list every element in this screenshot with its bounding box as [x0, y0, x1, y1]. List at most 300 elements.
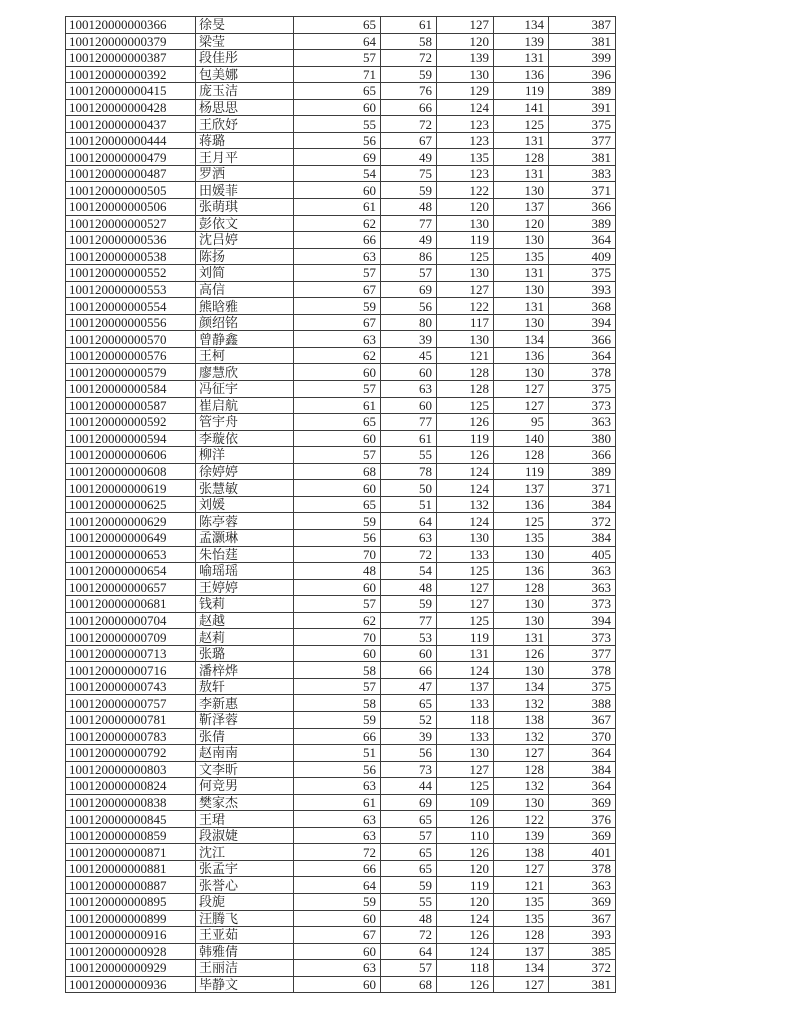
candidate-id-cell: 100120000000379	[66, 33, 196, 50]
table-row	[66, 960, 616, 977]
score-3-cell: 124	[437, 910, 494, 927]
name-cell: 李璇依	[196, 430, 294, 447]
score-1-cell: 56	[294, 529, 381, 546]
name-cell: 彭依文	[196, 215, 294, 232]
score-2-cell: 65	[381, 811, 437, 828]
candidate-id-cell: 100120000000552	[66, 265, 196, 282]
name-cell: 罗洒	[196, 165, 294, 182]
candidate-id-cell: 100120000000713	[66, 645, 196, 662]
score-1-cell: 65	[294, 83, 381, 100]
score-1-cell: 68	[294, 463, 381, 480]
score-2-cell: 60	[381, 397, 437, 414]
score-2-cell: 55	[381, 447, 437, 464]
table-row	[66, 910, 616, 927]
score-4-cell: 131	[494, 132, 549, 149]
name-cell: 张慧敏	[196, 480, 294, 497]
score-1-cell: 63	[294, 811, 381, 828]
score-2-cell: 50	[381, 480, 437, 497]
score-4-cell: 132	[494, 778, 549, 795]
candidate-id-cell: 100120000000824	[66, 778, 196, 795]
score-3-cell: 118	[437, 960, 494, 977]
score-1-cell: 58	[294, 662, 381, 679]
score-1-cell: 60	[294, 976, 381, 993]
table-row	[66, 794, 616, 811]
score-2-cell: 63	[381, 381, 437, 398]
name-cell: 陈亭蓉	[196, 513, 294, 530]
candidate-id-cell: 100120000000709	[66, 629, 196, 646]
name-cell: 张孟宇	[196, 860, 294, 877]
score-1-cell: 57	[294, 596, 381, 613]
name-cell: 敖轩	[196, 678, 294, 695]
candidate-id-cell: 100120000000792	[66, 745, 196, 762]
candidate-id-cell: 100120000000553	[66, 281, 196, 298]
score-4-cell: 139	[494, 827, 549, 844]
name-cell: 管宇舟	[196, 414, 294, 431]
score-2-cell: 49	[381, 232, 437, 249]
score-1-cell: 60	[294, 910, 381, 927]
score-3-cell: 137	[437, 678, 494, 695]
candidate-id-cell: 100120000000579	[66, 364, 196, 381]
candidate-id-cell: 100120000000845	[66, 811, 196, 828]
table-row	[66, 298, 616, 315]
total-score-cell: 367	[549, 711, 616, 728]
score-4-cell: 137	[494, 199, 549, 216]
candidate-id-cell: 100120000000629	[66, 513, 196, 530]
score-4-cell: 136	[494, 496, 549, 513]
score-4-cell: 130	[494, 364, 549, 381]
score-1-cell: 63	[294, 827, 381, 844]
name-cell: 沈江	[196, 844, 294, 861]
score-1-cell: 60	[294, 99, 381, 116]
score-4-cell: 127	[494, 976, 549, 993]
score-3-cell: 110	[437, 827, 494, 844]
total-score-cell: 363	[549, 414, 616, 431]
score-3-cell: 124	[437, 513, 494, 530]
score-3-cell: 125	[437, 397, 494, 414]
score-1-cell: 72	[294, 844, 381, 861]
name-cell: 王欣妤	[196, 116, 294, 133]
name-cell: 王丽洁	[196, 960, 294, 977]
candidate-id-cell: 100120000000592	[66, 414, 196, 431]
total-score-cell: 367	[549, 910, 616, 927]
candidate-id-cell: 100120000000743	[66, 678, 196, 695]
score-1-cell: 65	[294, 414, 381, 431]
score-4-cell: 132	[494, 728, 549, 745]
score-4-cell: 120	[494, 215, 549, 232]
candidate-id-cell: 100120000000538	[66, 248, 196, 265]
table-row	[66, 116, 616, 133]
score-3-cell: 130	[437, 745, 494, 762]
total-score-cell: 391	[549, 99, 616, 116]
score-4-cell: 130	[494, 546, 549, 563]
score-1-cell: 67	[294, 927, 381, 944]
score-2-cell: 55	[381, 893, 437, 910]
score-3-cell: 120	[437, 860, 494, 877]
candidate-id-cell: 100120000000649	[66, 529, 196, 546]
score-2-cell: 59	[381, 182, 437, 199]
candidate-id-cell: 100120000000536	[66, 232, 196, 249]
score-3-cell: 109	[437, 794, 494, 811]
name-cell: 张誉心	[196, 877, 294, 894]
total-score-cell: 364	[549, 778, 616, 795]
total-score-cell: 380	[549, 430, 616, 447]
total-score-cell: 409	[549, 248, 616, 265]
table-row	[66, 761, 616, 778]
score-3-cell: 133	[437, 728, 494, 745]
candidate-id-cell: 100120000000928	[66, 943, 196, 960]
score-3-cell: 124	[437, 943, 494, 960]
score-2-cell: 61	[381, 17, 437, 34]
table-row	[66, 66, 616, 83]
name-cell: 杨思思	[196, 99, 294, 116]
name-cell: 冯征宇	[196, 381, 294, 398]
name-cell: 赵南南	[196, 745, 294, 762]
score-1-cell: 48	[294, 563, 381, 580]
table-row	[66, 17, 616, 34]
score-4-cell: 121	[494, 877, 549, 894]
score-3-cell: 135	[437, 149, 494, 166]
score-1-cell: 70	[294, 546, 381, 563]
total-score-cell: 368	[549, 298, 616, 315]
score-1-cell: 66	[294, 860, 381, 877]
score-2-cell: 72	[381, 50, 437, 67]
total-score-cell: 369	[549, 893, 616, 910]
score-1-cell: 70	[294, 629, 381, 646]
table-row	[66, 860, 616, 877]
score-3-cell: 127	[437, 17, 494, 34]
score-2-cell: 78	[381, 463, 437, 480]
total-score-cell: 373	[549, 629, 616, 646]
name-cell: 文李昕	[196, 761, 294, 778]
score-1-cell: 60	[294, 943, 381, 960]
name-cell: 曾静鑫	[196, 331, 294, 348]
name-cell: 何竞男	[196, 778, 294, 795]
score-1-cell: 57	[294, 265, 381, 282]
total-score-cell: 371	[549, 182, 616, 199]
score-4-cell: 122	[494, 811, 549, 828]
score-4-cell: 137	[494, 943, 549, 960]
score-4-cell: 125	[494, 513, 549, 530]
candidate-id-cell: 100120000000625	[66, 496, 196, 513]
score-4-cell: 130	[494, 662, 549, 679]
name-cell: 徐婷婷	[196, 463, 294, 480]
score-3-cell: 117	[437, 314, 494, 331]
total-score-cell: 378	[549, 860, 616, 877]
score-4-cell: 130	[494, 314, 549, 331]
candidate-id-cell: 100120000000366	[66, 17, 196, 34]
score-3-cell: 125	[437, 248, 494, 265]
score-1-cell: 61	[294, 794, 381, 811]
score-1-cell: 56	[294, 761, 381, 778]
table-row	[66, 430, 616, 447]
total-score-cell: 364	[549, 232, 616, 249]
score-4-cell: 134	[494, 331, 549, 348]
score-3-cell: 119	[437, 232, 494, 249]
score-3-cell: 131	[437, 645, 494, 662]
candidate-id-cell: 100120000000570	[66, 331, 196, 348]
score-4-cell: 127	[494, 381, 549, 398]
name-cell: 段淑婕	[196, 827, 294, 844]
score-1-cell: 59	[294, 298, 381, 315]
score-3-cell: 132	[437, 496, 494, 513]
total-score-cell: 375	[549, 116, 616, 133]
score-2-cell: 57	[381, 960, 437, 977]
total-score-cell: 372	[549, 960, 616, 977]
name-cell: 张倩	[196, 728, 294, 745]
name-cell: 汪腾飞	[196, 910, 294, 927]
score-2-cell: 56	[381, 298, 437, 315]
total-score-cell: 388	[549, 695, 616, 712]
score-3-cell: 126	[437, 976, 494, 993]
score-2-cell: 57	[381, 827, 437, 844]
total-score-cell: 364	[549, 347, 616, 364]
table-row	[66, 381, 616, 398]
score-3-cell: 119	[437, 629, 494, 646]
total-score-cell: 387	[549, 17, 616, 34]
name-cell: 徐旻	[196, 17, 294, 34]
total-score-cell: 375	[549, 381, 616, 398]
score-2-cell: 65	[381, 860, 437, 877]
candidate-id-cell: 100120000000487	[66, 165, 196, 182]
score-2-cell: 68	[381, 976, 437, 993]
score-2-cell: 48	[381, 199, 437, 216]
score-3-cell: 120	[437, 893, 494, 910]
score-4-cell: 128	[494, 447, 549, 464]
score-4-cell: 136	[494, 563, 549, 580]
score-4-cell: 139	[494, 33, 549, 50]
candidate-id-cell: 100120000000653	[66, 546, 196, 563]
candidate-id-cell: 100120000000576	[66, 347, 196, 364]
score-4-cell: 135	[494, 248, 549, 265]
name-cell: 崔启航	[196, 397, 294, 414]
score-1-cell: 65	[294, 496, 381, 513]
score-2-cell: 75	[381, 165, 437, 182]
total-score-cell: 394	[549, 612, 616, 629]
score-3-cell: 130	[437, 66, 494, 83]
score-3-cell: 128	[437, 364, 494, 381]
table-row	[66, 695, 616, 712]
table-row	[66, 314, 616, 331]
table-row	[66, 165, 616, 182]
name-cell: 柳洋	[196, 447, 294, 464]
total-score-cell: 366	[549, 331, 616, 348]
score-4-cell: 134	[494, 17, 549, 34]
candidate-id-cell: 100120000000506	[66, 199, 196, 216]
score-1-cell: 57	[294, 50, 381, 67]
score-4-cell: 119	[494, 463, 549, 480]
name-cell: 赵莉	[196, 629, 294, 646]
total-score-cell: 381	[549, 149, 616, 166]
score-3-cell: 126	[437, 414, 494, 431]
score-4-cell: 138	[494, 844, 549, 861]
score-4-cell: 141	[494, 99, 549, 116]
score-3-cell: 119	[437, 430, 494, 447]
score-4-cell: 128	[494, 927, 549, 944]
score-2-cell: 72	[381, 116, 437, 133]
name-cell: 喻瑶瑶	[196, 563, 294, 580]
total-score-cell: 405	[549, 546, 616, 563]
table-row	[66, 215, 616, 232]
table-row	[66, 662, 616, 679]
table-row	[66, 33, 616, 50]
table-row	[66, 513, 616, 530]
total-score-cell: 377	[549, 132, 616, 149]
score-2-cell: 60	[381, 364, 437, 381]
score-table	[65, 16, 616, 993]
score-3-cell: 122	[437, 182, 494, 199]
score-1-cell: 62	[294, 347, 381, 364]
total-score-cell: 389	[549, 83, 616, 100]
name-cell: 李新惠	[196, 695, 294, 712]
score-3-cell: 118	[437, 711, 494, 728]
score-4-cell: 130	[494, 232, 549, 249]
table-row	[66, 976, 616, 993]
candidate-id-cell: 100120000000594	[66, 430, 196, 447]
score-2-cell: 39	[381, 331, 437, 348]
score-2-cell: 60	[381, 645, 437, 662]
score-4-cell: 134	[494, 678, 549, 695]
name-cell: 廖慧欣	[196, 364, 294, 381]
score-3-cell: 130	[437, 265, 494, 282]
score-4-cell: 130	[494, 794, 549, 811]
table-row	[66, 132, 616, 149]
name-cell: 王珺	[196, 811, 294, 828]
score-4-cell: 135	[494, 529, 549, 546]
name-cell: 包美娜	[196, 66, 294, 83]
candidate-id-cell: 100120000000584	[66, 381, 196, 398]
total-score-cell: 363	[549, 579, 616, 596]
total-score-cell: 396	[549, 66, 616, 83]
score-1-cell: 60	[294, 364, 381, 381]
score-3-cell: 126	[437, 811, 494, 828]
name-cell: 沈吕婷	[196, 232, 294, 249]
score-2-cell: 48	[381, 579, 437, 596]
score-2-cell: 45	[381, 347, 437, 364]
score-2-cell: 76	[381, 83, 437, 100]
table-row	[66, 347, 616, 364]
total-score-cell: 377	[549, 645, 616, 662]
score-4-cell: 128	[494, 761, 549, 778]
name-cell: 樊家杰	[196, 794, 294, 811]
score-4-cell: 131	[494, 265, 549, 282]
total-score-cell: 384	[549, 496, 616, 513]
candidate-id-cell: 100120000000716	[66, 662, 196, 679]
score-3-cell: 139	[437, 50, 494, 67]
score-2-cell: 47	[381, 678, 437, 695]
candidate-id-cell: 100120000000587	[66, 397, 196, 414]
score-1-cell: 62	[294, 215, 381, 232]
candidate-id-cell: 100120000000437	[66, 116, 196, 133]
table-row	[66, 364, 616, 381]
table-row	[66, 529, 616, 546]
score-1-cell: 51	[294, 745, 381, 762]
score-3-cell: 127	[437, 281, 494, 298]
total-score-cell: 369	[549, 827, 616, 844]
score-2-cell: 77	[381, 612, 437, 629]
candidate-id-cell: 100120000000936	[66, 976, 196, 993]
score-4-cell: 126	[494, 645, 549, 662]
candidate-id-cell: 100120000000527	[66, 215, 196, 232]
score-3-cell: 125	[437, 778, 494, 795]
score-2-cell: 72	[381, 546, 437, 563]
score-4-cell: 125	[494, 116, 549, 133]
score-2-cell: 54	[381, 563, 437, 580]
score-4-cell: 131	[494, 50, 549, 67]
score-4-cell: 119	[494, 83, 549, 100]
score-3-cell: 130	[437, 215, 494, 232]
score-1-cell: 57	[294, 381, 381, 398]
score-4-cell: 130	[494, 281, 549, 298]
score-4-cell: 137	[494, 480, 549, 497]
total-score-cell: 389	[549, 215, 616, 232]
name-cell: 段佳彤	[196, 50, 294, 67]
name-cell: 张萌琪	[196, 199, 294, 216]
score-1-cell: 63	[294, 960, 381, 977]
candidate-id-cell: 100120000000838	[66, 794, 196, 811]
candidate-id-cell: 100120000000479	[66, 149, 196, 166]
score-1-cell: 66	[294, 728, 381, 745]
score-2-cell: 61	[381, 430, 437, 447]
score-1-cell: 66	[294, 232, 381, 249]
total-score-cell: 363	[549, 563, 616, 580]
score-2-cell: 67	[381, 132, 437, 149]
score-4-cell: 127	[494, 860, 549, 877]
candidate-id-cell: 100120000000619	[66, 480, 196, 497]
score-4-cell: 131	[494, 629, 549, 646]
score-1-cell: 60	[294, 480, 381, 497]
score-4-cell: 135	[494, 893, 549, 910]
score-1-cell: 61	[294, 199, 381, 216]
total-score-cell: 381	[549, 33, 616, 50]
candidate-id-cell: 100120000000895	[66, 893, 196, 910]
score-3-cell: 119	[437, 877, 494, 894]
score-1-cell: 59	[294, 513, 381, 530]
candidate-id-cell: 100120000000887	[66, 877, 196, 894]
score-4-cell: 127	[494, 397, 549, 414]
score-2-cell: 59	[381, 596, 437, 613]
score-1-cell: 67	[294, 281, 381, 298]
total-score-cell: 366	[549, 447, 616, 464]
score-3-cell: 123	[437, 132, 494, 149]
total-score-cell: 371	[549, 480, 616, 497]
score-2-cell: 65	[381, 695, 437, 712]
table-row	[66, 480, 616, 497]
score-3-cell: 127	[437, 761, 494, 778]
table-row	[66, 149, 616, 166]
table-row	[66, 182, 616, 199]
score-2-cell: 73	[381, 761, 437, 778]
name-cell: 颜绍铭	[196, 314, 294, 331]
score-2-cell: 51	[381, 496, 437, 513]
name-cell: 陈扬	[196, 248, 294, 265]
score-2-cell: 49	[381, 149, 437, 166]
table-row	[66, 943, 616, 960]
total-score-cell: 373	[549, 397, 616, 414]
score-1-cell: 60	[294, 430, 381, 447]
score-2-cell: 44	[381, 778, 437, 795]
score-4-cell: 130	[494, 596, 549, 613]
total-score-cell: 384	[549, 529, 616, 546]
candidate-id-cell: 100120000000899	[66, 910, 196, 927]
score-4-cell: 131	[494, 298, 549, 315]
total-score-cell: 375	[549, 678, 616, 695]
total-score-cell: 364	[549, 745, 616, 762]
name-cell: 高信	[196, 281, 294, 298]
score-1-cell: 63	[294, 331, 381, 348]
name-cell: 田媛菲	[196, 182, 294, 199]
table-row	[66, 331, 616, 348]
table-row	[66, 248, 616, 265]
